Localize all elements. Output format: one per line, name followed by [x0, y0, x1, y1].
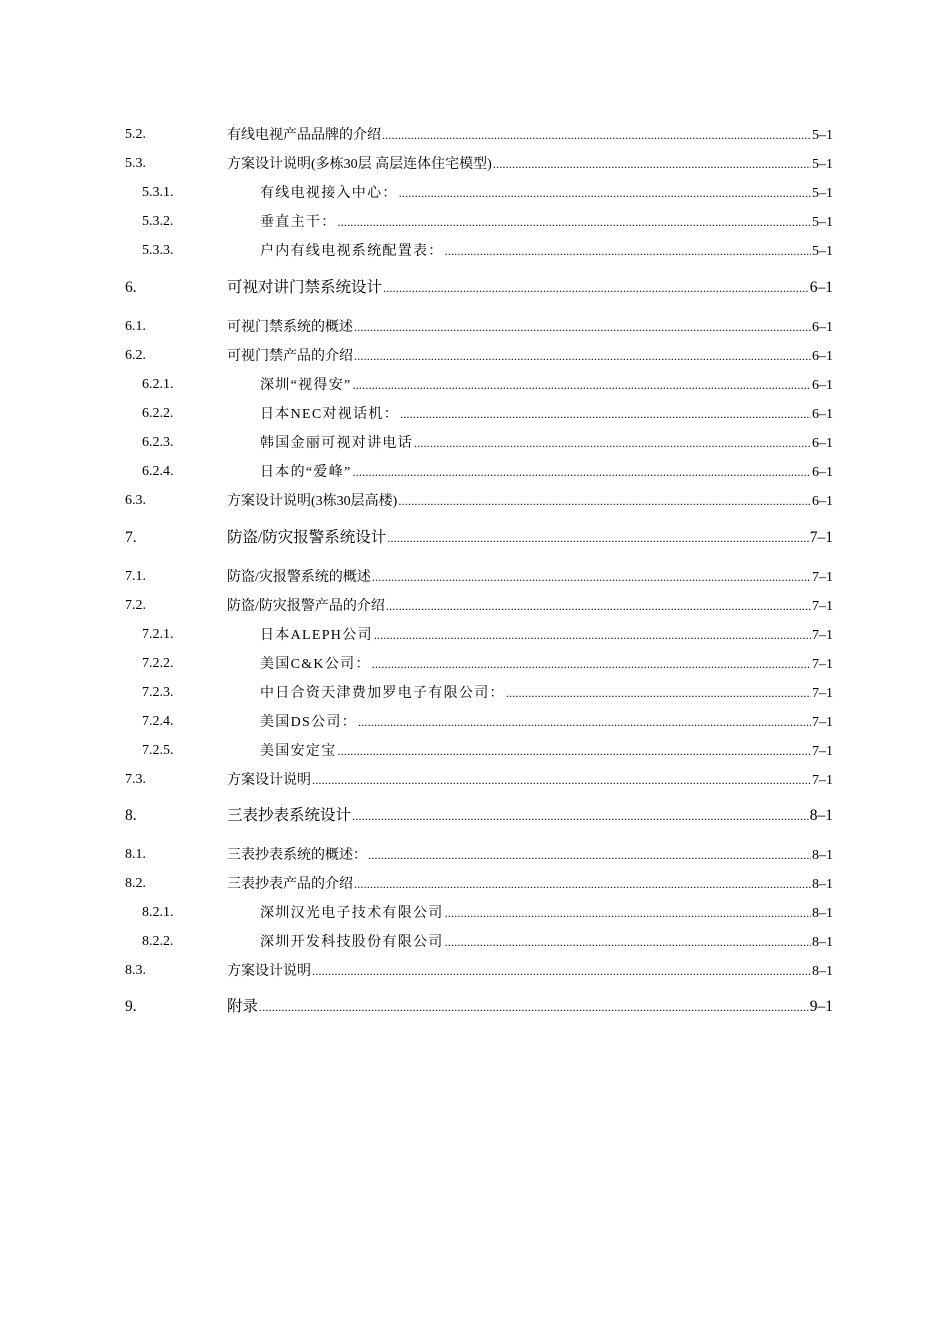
toc-entry-title[interactable]: 防盗/防灾报警产品的介绍	[227, 599, 385, 614]
toc-entry-line	[227, 873, 833, 896]
toc-entry-title[interactable]: 可视对讲门禁系统设计	[227, 279, 383, 296]
toc-entry-line	[260, 902, 833, 925]
toc-entry-page: 6–1	[812, 436, 833, 451]
toc-entry-line	[227, 124, 833, 147]
dot-leader	[383, 277, 809, 299]
toc-entry-page: 6–1	[812, 465, 833, 480]
toc-entry[interactable]	[0, 124, 950, 146]
toc-entry-title[interactable]: 方案设计说明	[227, 964, 311, 979]
toc-entry[interactable]	[0, 902, 950, 924]
toc-entry[interactable]	[0, 182, 950, 204]
dot-leader	[387, 527, 808, 549]
toc-entry[interactable]	[0, 711, 950, 733]
toc-entry[interactable]	[0, 960, 950, 982]
toc-entry-number: 5.3.3.	[142, 243, 174, 258]
toc-entry-number: 8.2.2.	[142, 934, 174, 949]
toc-entry[interactable]	[0, 461, 950, 483]
toc-entry-line	[260, 403, 833, 426]
dot-leader	[386, 595, 811, 617]
toc-entry-number: 9.	[125, 998, 137, 1015]
toc-entry-number: 6.2.3.	[142, 435, 174, 450]
toc-entry-title[interactable]: 防盗/防灾报警系统设计	[227, 529, 387, 546]
dot-leader	[493, 153, 811, 175]
toc-entry-number: 7.2.5.	[142, 743, 174, 758]
toc-entry[interactable]	[0, 805, 950, 827]
toc-entry-line	[227, 805, 833, 827]
toc-entry-number: 6.1.	[125, 319, 146, 334]
toc-entry-page: 8–1	[809, 807, 833, 824]
dot-leader	[445, 931, 811, 953]
toc-entry[interactable]	[0, 490, 950, 512]
toc-entry-line	[227, 566, 833, 589]
toc-entry[interactable]	[0, 931, 950, 953]
toc-entry-page: 7–1	[812, 599, 833, 614]
toc-entry-title[interactable]: 三表抄表产品的介绍	[227, 877, 353, 892]
toc-entry-page: 8–1	[812, 935, 833, 950]
toc-entry-line	[227, 769, 833, 792]
toc-entry-line	[260, 432, 833, 455]
toc-entry-page: 7–1	[809, 529, 833, 546]
toc-entry-number: 8.2.1.	[142, 905, 174, 920]
toc-entry-title[interactable]: 日本的“爱峰”	[260, 465, 352, 480]
toc-entry-number: 6.2.2.	[142, 406, 174, 421]
toc-entry[interactable]	[0, 316, 950, 338]
dot-leader	[338, 211, 812, 233]
toc-entry-number: 8.3.	[125, 963, 146, 978]
toc-entry-line	[260, 931, 833, 954]
dot-leader	[374, 624, 811, 646]
toc-entry-number: 7.1.	[125, 569, 146, 584]
toc-entry[interactable]	[0, 844, 950, 866]
toc-entry-title[interactable]: 中日合资天津费加罗电子有限公司：	[260, 686, 505, 701]
toc-entry-number: 6.2.1.	[142, 377, 174, 392]
toc-entry-title[interactable]: 深圳“视得安”	[260, 378, 352, 393]
toc-entry[interactable]	[0, 653, 950, 675]
toc-entry-line	[260, 682, 833, 705]
toc-entry-page: 9–1	[809, 998, 833, 1015]
toc-entry[interactable]	[0, 527, 950, 549]
toc-entry[interactable]	[0, 873, 950, 895]
toc-entry-page: 6–1	[812, 320, 833, 335]
toc-entry-page: 6–1	[812, 407, 833, 422]
toc-entry-title[interactable]: 可视门禁系统的概述	[227, 320, 353, 335]
toc-entry-line	[227, 996, 833, 1018]
toc-entry-line	[227, 277, 833, 299]
toc-entry-title[interactable]: 美国DS公司：	[260, 715, 357, 730]
toc-entry-number: 5.3.1.	[142, 185, 174, 200]
toc-entry-title[interactable]: 深圳汉光电子技术有限公司	[260, 906, 444, 921]
toc-entry[interactable]	[0, 345, 950, 367]
toc-entry-title[interactable]: 三表抄表系统的概述：	[227, 848, 367, 863]
toc-entry-page: 6–1	[812, 494, 833, 509]
toc-entry-line	[227, 960, 833, 983]
toc-entry[interactable]	[0, 682, 950, 704]
dot-leader	[506, 682, 811, 704]
toc-entry-number: 6.2.	[125, 348, 146, 363]
toc-entry-number: 5.2.	[125, 127, 146, 142]
toc-entry-number: 5.3.2.	[142, 214, 174, 229]
toc-entry-title[interactable]: 美国安定宝	[260, 744, 337, 759]
toc-entry[interactable]	[0, 277, 950, 299]
toc-entry-line	[227, 345, 833, 368]
toc-entry-page: 5–1	[812, 215, 833, 230]
dot-leader	[399, 182, 811, 204]
toc-entry-title[interactable]: 方案设计说明(多栋30层 高层连体住宅模型)	[227, 157, 492, 172]
dot-leader	[398, 490, 811, 512]
toc-entry-line	[260, 740, 833, 763]
toc-entry-page: 7–1	[812, 628, 833, 643]
toc-entry-title[interactable]: 日本NEC对视话机：	[260, 407, 399, 422]
toc-entry-page: 7–1	[812, 773, 833, 788]
toc-entry[interactable]	[0, 153, 950, 175]
toc-entry-line	[227, 490, 833, 513]
toc-entry[interactable]	[0, 566, 950, 588]
dot-leader	[353, 374, 811, 396]
toc-entry-number: 7.2.1.	[142, 627, 174, 642]
dot-leader	[358, 711, 811, 733]
dot-leader	[368, 844, 811, 866]
toc-entry-number: 7.2.2.	[142, 656, 174, 671]
toc-entry[interactable]	[0, 740, 950, 762]
toc-entry-line	[260, 461, 833, 484]
toc-entry-page: 6–1	[809, 279, 833, 296]
toc-entry-page: 7–1	[812, 657, 833, 672]
toc-entry-page: 7–1	[812, 715, 833, 730]
toc-entry-title[interactable]: 有线电视产品品牌的介绍	[227, 128, 381, 143]
dot-leader	[414, 432, 811, 454]
toc-entry-title[interactable]: 韩国金丽可视对讲电话	[260, 436, 413, 451]
toc-entry-title[interactable]: 可视门禁产品的介绍	[227, 349, 353, 364]
toc-entry-page: 7–1	[812, 744, 833, 759]
dot-leader	[400, 403, 811, 425]
toc-entry[interactable]	[0, 769, 950, 791]
toc-entry-line	[260, 211, 833, 234]
toc-entry-title[interactable]: 户内有线电视系统配置表：	[260, 244, 444, 259]
dot-leader	[445, 240, 811, 262]
toc-entry[interactable]	[0, 432, 950, 454]
toc-entry-number: 7.3.	[125, 772, 146, 787]
toc-entry-page: 5–1	[812, 186, 833, 201]
toc-entry-title[interactable]: 美国C&K公司：	[260, 657, 371, 672]
dot-leader	[382, 124, 811, 146]
toc-entry-title[interactable]: 有线电视接入中心：	[260, 186, 398, 201]
toc-entry-title[interactable]: 深圳开发科技股份有限公司	[260, 935, 444, 950]
toc-entry-page: 8–1	[812, 877, 833, 892]
toc-entry-title[interactable]: 防盗/灾报警系统的概述	[227, 570, 371, 585]
dot-leader	[338, 740, 812, 762]
toc-entry-line	[260, 374, 833, 397]
toc-entry-number: 5.3.	[125, 156, 146, 171]
toc-entry-page: 7–1	[812, 570, 833, 585]
toc-entry-line	[227, 527, 833, 549]
dot-leader	[354, 873, 811, 895]
toc-entry-page: 6–1	[812, 349, 833, 364]
toc-entry-line	[227, 316, 833, 339]
toc-entry[interactable]	[0, 595, 950, 617]
toc-entry-number: 6.3.	[125, 493, 146, 508]
dot-leader	[372, 653, 811, 675]
toc-entry-title[interactable]: 附录	[227, 998, 259, 1015]
toc-entry[interactable]	[0, 211, 950, 233]
dot-leader	[372, 566, 811, 588]
toc-entry-line	[227, 153, 833, 176]
toc-entry[interactable]	[0, 624, 950, 646]
dot-leader	[312, 769, 811, 791]
dot-leader	[312, 960, 811, 982]
toc-entry-line	[227, 844, 833, 867]
dot-leader	[353, 461, 811, 483]
toc-entry-page: 8–1	[812, 964, 833, 979]
dot-leader	[354, 345, 811, 367]
toc-entry-line	[260, 182, 833, 205]
toc-entry-line	[260, 624, 833, 647]
toc-entry-number: 7.	[125, 529, 137, 546]
dot-leader	[352, 805, 809, 827]
toc-entry-page: 5–1	[812, 157, 833, 172]
toc-entry-title[interactable]: 三表抄表系统设计	[227, 807, 352, 824]
toc-entry-number: 7.2.	[125, 598, 146, 613]
toc-entry-page: 5–1	[812, 244, 833, 259]
toc-entry-page: 8–1	[812, 906, 833, 921]
toc-entry-title[interactable]: 日本ALEPH公司	[260, 628, 373, 643]
toc-entry-number: 7.2.3.	[142, 685, 174, 700]
toc-entry[interactable]	[0, 240, 950, 262]
toc-entry-title[interactable]: 垂直主干：	[260, 215, 337, 230]
toc-entry-number: 8.	[125, 807, 137, 824]
toc-entry-title[interactable]: 方案设计说明	[227, 773, 311, 788]
toc-entry-line	[260, 240, 833, 263]
toc-entry[interactable]	[0, 403, 950, 425]
toc-entry[interactable]	[0, 374, 950, 396]
toc-entry-page: 7–1	[812, 686, 833, 701]
toc-entry-number: 6.	[125, 279, 137, 296]
toc-entry-number: 8.2.	[125, 876, 146, 891]
dot-leader	[259, 996, 809, 1018]
toc-entry[interactable]	[0, 996, 950, 1018]
toc-entry-number: 6.2.4.	[142, 464, 174, 479]
toc-entry-number: 8.1.	[125, 847, 146, 862]
toc-entry-line	[260, 711, 833, 734]
toc-entry-line	[260, 653, 833, 676]
dot-leader	[445, 902, 811, 924]
toc-entry-title[interactable]: 方案设计说明(3栋30层高楼)	[227, 494, 398, 509]
dot-leader	[354, 316, 811, 338]
toc-entry-number: 7.2.4.	[142, 714, 174, 729]
toc-entry-page: 8–1	[812, 848, 833, 863]
toc-entry-page: 5–1	[812, 128, 833, 143]
toc-entry-page: 6–1	[812, 378, 833, 393]
toc-entry-line	[227, 595, 833, 618]
